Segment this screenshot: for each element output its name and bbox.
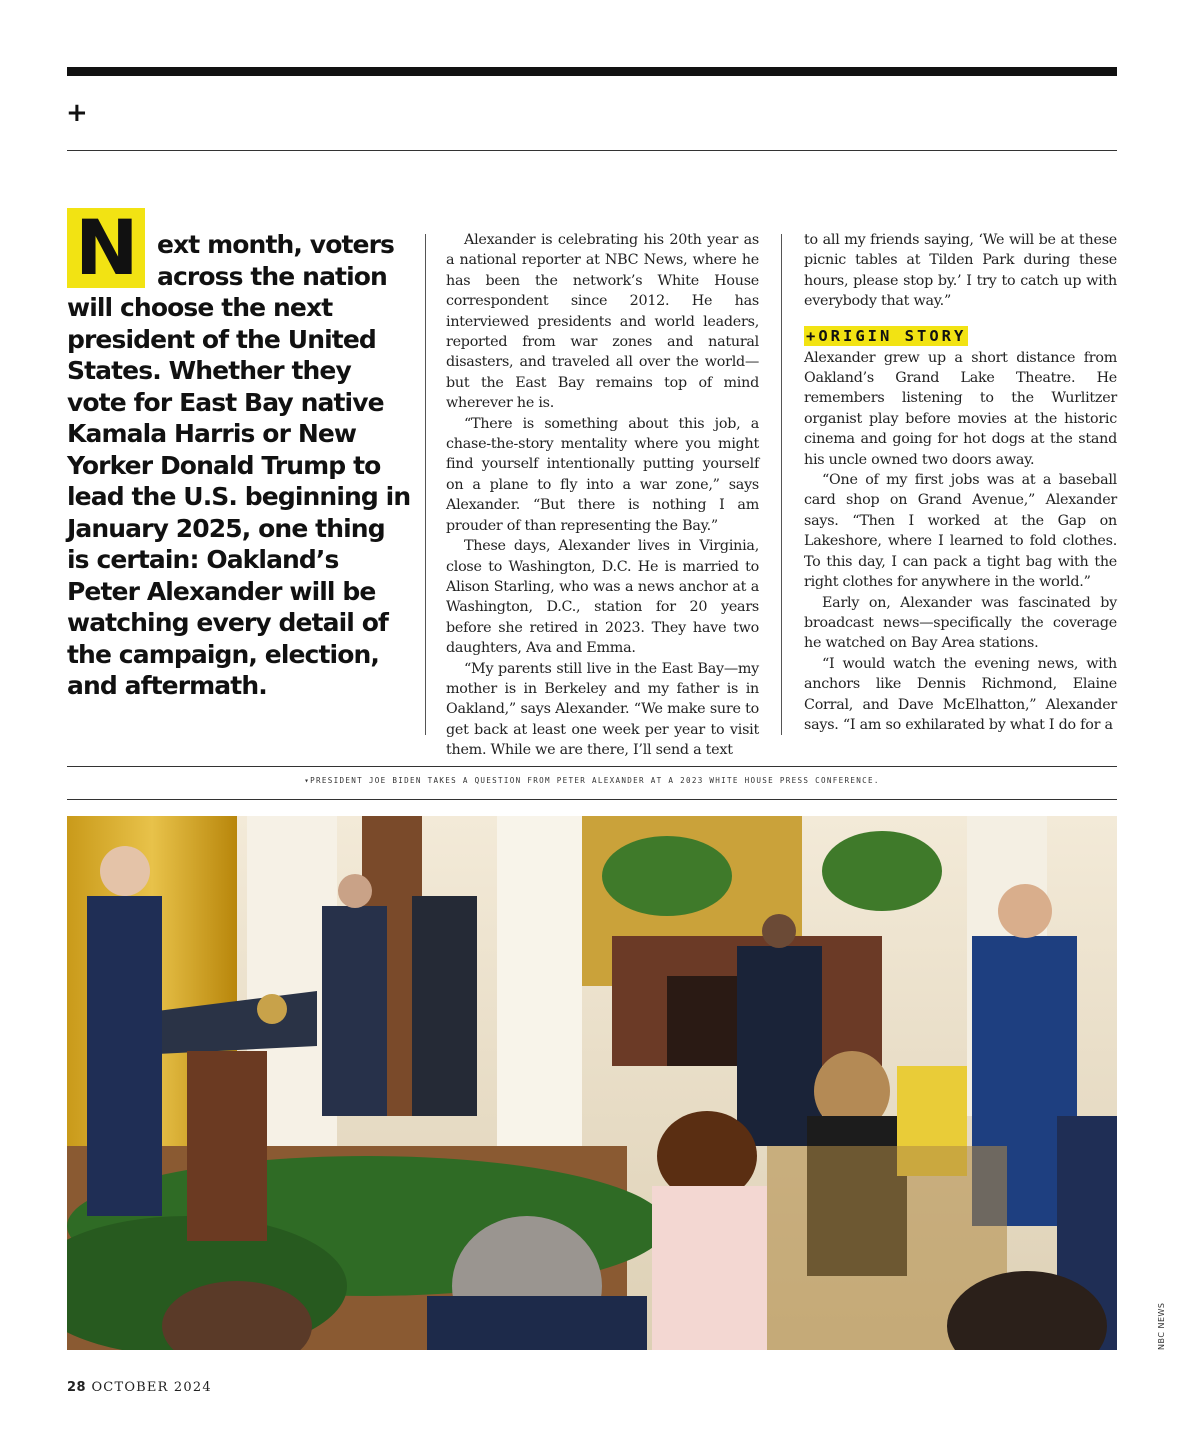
page-folio (67, 1380, 212, 1395)
body-column-3 (804, 230, 1117, 735)
issue-date: OCTOBER 2024 (91, 1380, 212, 1395)
body-paragraph: Alexander is celebrating his 20th year as a national reporter at NBC News, where he has been the network’s White House correspondent since 2012. He has interviewed presidents and world leaders, reported from war zones and natural disasters, and traveled all over the world—but the East Bay remains top of mind wherever he is. (446, 232, 759, 412)
caption-rule-top (67, 766, 1117, 767)
body-paragraph-continued: to all my friends saying, ‘We will be at these picnic tables at Tilden Park during these hours, please stop by.’ I try to catch up with everybody that way.” (804, 232, 1117, 310)
body-paragraph: “One of my first jobs was at a baseball card shop on Grand Avenue,” Alexander says. “Then I worked at the Gap on Lakeshore, where I learned to fold clothes. To this day, I can pack a tight bag with the right clothes for anywhere in the world.” (804, 472, 1117, 591)
body-paragraph: “My parents still live in the East Bay—my mother is in Berkeley and my father is in Oakland,” says Alexander. “We make sure to get back at least one week per year to visit them. While we are there, I’ll send a text (446, 660, 759, 759)
lead-text: ext month, voters across the nation will choose the next president of the United States. Whether they vote for East Bay native Kamala Harris or New Yorker Donald Trump to lead the U.S. beginning in January 2025, one thing is certain: Oakland’s Peter Alexander will be watching every detail of the campaign, election, and aftermath. (67, 230, 411, 700)
top-rule (67, 67, 1117, 76)
column-divider-1 (425, 234, 426, 735)
body-paragraph: These days, Alexander lives in Virginia, close to Washington, D.C. He is married to Alison Starling, who was a news anchor at a Washington, D.C., station for 20 years before she retired in 2023. They have two daughters, Ava and Emma. (446, 538, 759, 657)
body-paragraph: Alexander grew up a short distance from Oakland’s Grand Lake Theatre. He remembers listening to the Wurlitzer organist play before movies at the historic cinema and going for hot dogs at the stand his uncle owned two doors away. (804, 349, 1117, 468)
press-conference-photo (67, 816, 1117, 1350)
body-paragraph: “I would watch the evening news, with anchors like Dennis Richmond, Elaine Corral, and Dave McElhatton,” Alexander says. “I am so exhilarated by what I do for a (804, 655, 1117, 733)
photo-credit: NBC NEWS (1157, 1302, 1166, 1350)
body-column-2 (446, 230, 759, 761)
page-number: 28 (67, 1380, 87, 1395)
body-paragraph: “There is something about this job, a chase-the-story mentality where you might find yourself intentionally putting yourself on a plane to fly into a war zone,” says Alexander. “But there is nothing I am prouder of than representing the Bay.” (446, 415, 759, 534)
section-plus-mark: + (66, 98, 88, 128)
header-divider (67, 150, 1117, 151)
column-divider-2 (781, 234, 782, 735)
drop-cap-letter: N (75, 203, 139, 292)
caption-rule-bottom (67, 799, 1117, 800)
drop-cap (67, 203, 145, 292)
lead-paragraph (67, 203, 412, 702)
subhead-origin-story: +ORIGIN STORY (806, 326, 967, 345)
photo-caption: ▾PRESIDENT JOE BIDEN TAKES A QUESTION FROM PETER ALEXANDER AT A 2023 WHITE HOUSE PRESS CONFERENCE. (304, 776, 880, 785)
body-paragraph: Early on, Alexander was fascinated by broadcast news—specifically the coverage he watched on Bay Area stations. (804, 594, 1117, 652)
